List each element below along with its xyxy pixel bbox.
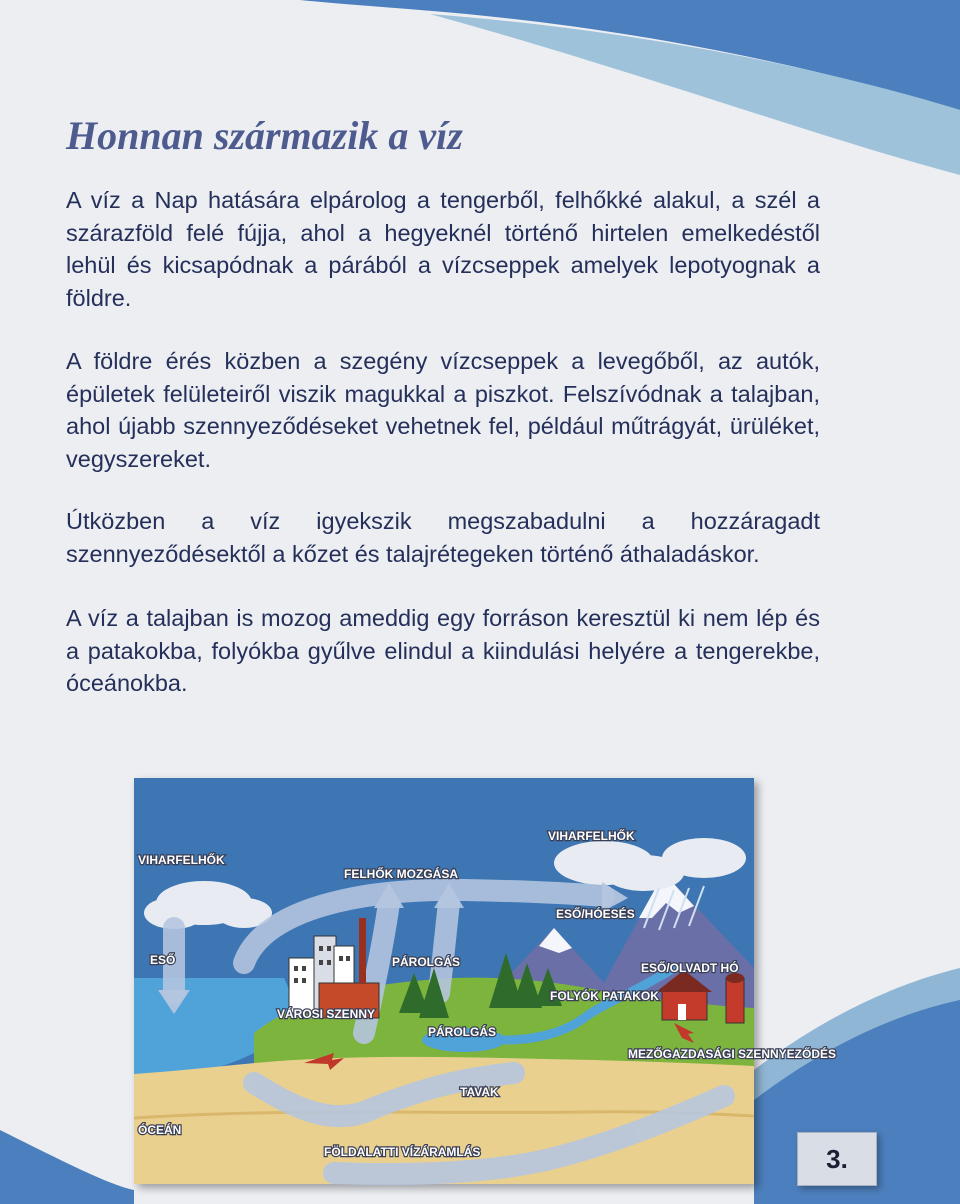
page-title: Honnan származik a víz [66,113,463,158]
label-streams: FOLYÓK PATAKOK [550,989,659,1003]
label-storm-clouds-left: VIHARFELHŐK [138,853,225,867]
label-cloud-movement: FELHŐK MOZGÁSA [344,867,458,881]
paragraph-filtration: Útközben a víz igyekszik megszabadulni a hozzáragadt szennyeződésektől a kőzet és talajrétegeken történő áthaladáskor. [66,508,820,567]
paragraph-evaporation: A víz a Nap hatására elpárolog a tengerből, felhőkké alakul, a szél a szárazföld felé fújja, ahol a hegyeknél történő hirtelen emelkedéstől lehül és kicsapódnak a párából a vízcseppek amelyek lepotyognak a földre. [66,187,820,311]
label-storm-clouds-right: VIHARFELHŐK [548,829,635,843]
paragraph-groundwater: A víz a talajban is mozog ameddig egy forráson keresztül ki nem lép és a patakokba, folyókba gyűlve elindul a kiindulási helyére a tengerekbe, óceánokba. [66,605,820,696]
page-number-box [797,1132,877,1186]
label-groundwater-flow: FÖLDALATTI VÍZÁRAMLÁS [324,1145,481,1159]
label-evaporation-bottom: PÁROLGÁS [428,1025,497,1039]
label-rain-snow: ESŐ/HÓESÉS [556,907,635,921]
water-cycle-diagram [134,778,837,1184]
label-rain-snowmelt: ESŐ/OLVADT HÓ [641,961,739,975]
label-lakes: TAVAK [460,1085,499,1099]
paragraph-pollution: A földre érés közben a szegény vízcseppek a levegőből, az autók, épületek felületeiről viszik magukkal a piszkot. Felszívódnak a talajban, ahol újabb szennyeződéseket vehetnek fel, például műtrágyát, ürüléket, vegyszereket. [66,348,820,472]
label-agricultural-pollution: MEZŐGAZDASÁGI SZENNYEZŐDÉS [628,1047,837,1061]
label-evaporation-top: PÁROLGÁS [392,955,461,969]
label-urban-pollution: VÁROSI SZENNY [277,1007,376,1021]
label-rain: ESŐ [150,953,176,967]
page-number: 3. [826,1143,848,1174]
label-ocean: ÓCEÁN [138,1123,182,1137]
